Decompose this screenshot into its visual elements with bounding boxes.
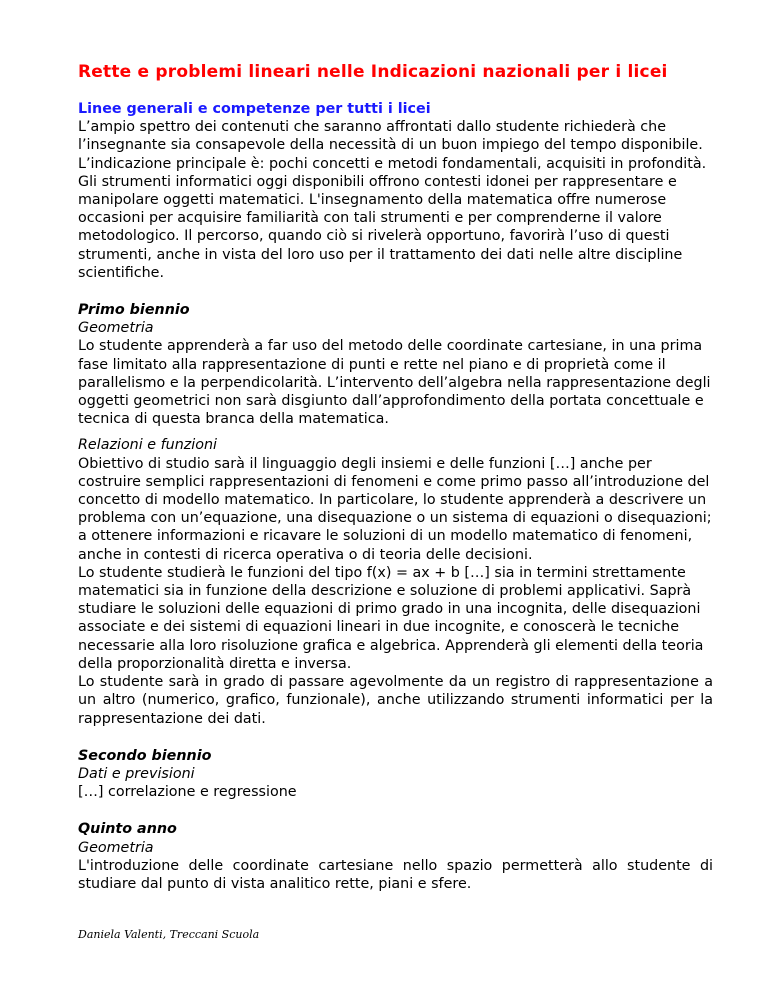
dati-previsioni-label: Dati e previsioni — [78, 765, 195, 782]
dati-previsioni-text: […] correlazione e regressione — [78, 784, 297, 801]
relazioni-funzioni-text-3: Lo studente sarà in grado di passare agevolmente da un registro di rappresentazione a un altro (numerico, grafico, funzionale), anche utilizzando strumenti informatici per la rappresentazione dei dati. — [78, 674, 713, 727]
relazioni-funzioni-label: Relazioni e funzioni — [78, 437, 218, 454]
quinto-anno-geometria-text: L'introduzione delle coordinate cartesiane nello spazio permetterà allo studente di studiare dal punto di vista analitico rette, piani e sfere. — [78, 857, 713, 892]
primo-biennio-heading: Primo biennio — [78, 302, 190, 319]
intro-paragraph-2: Gli strumenti informatici oggi disponibili offrono contesti idonei per rappresentare e manipolare oggetti matematici. L'insegnamento della matematica offre numerose occasioni per acquisire familiarità con tali strumenti e per comprenderne il valore metodologico. Il percorso, quando ciò si rivelerà opportuno, favorirà l’uso di questi strumenti, anche in vista del loro uso per il trattamento dei dati nelle altre discipline scientifiche. — [78, 173, 683, 281]
relazioni-funzioni-text-2: Lo studente studierà le funzioni del tipo f(x) = ax + b […] sia in termini strettamente matematici sia in funzione della descrizione e soluzione di problemi applicativi. Saprà studiare le soluzioni delle equazioni di primo grado in una incognita, delle disequazioni associate e dei sistemi di equazioni lineari in due incognite, e conoscerà le tecniche necessarie alla loro risoluzione grafica e algebrica. Apprenderà gli elementi della teoria della proporzionalità diretta e inversa. — [78, 564, 704, 672]
primo-biennio-geometria-label: Geometria — [78, 320, 154, 337]
document-title: Rette e problemi lineari nelle Indicazioni nazionali per i licei — [78, 62, 668, 82]
intro-paragraph-1: L’ampio spettro dei contenuti che saranno affrontati dallo studente richiederà che l’insegnante sia consapevole della necessità di un buon impiego del tempo disponibile. L’indicazione principale è: pochi concetti e metodi fondamentali, acquisiti in profondità. — [78, 119, 707, 172]
quinto-anno-geometria-label: Geometria — [78, 839, 154, 856]
page-footer: Daniela Valenti, Treccani Scuola — [78, 928, 260, 941]
secondo-biennio-heading: Secondo biennio — [78, 747, 212, 764]
relazioni-funzioni-text-1: Obiettivo di studio sarà il linguaggio degli insiemi e delle funzioni […] anche per costruire semplici rappresentazioni di fenomeni e come primo passo all’introduzione del concetto di modello matematico. In particolare, lo studente apprenderà a descrivere un problema con un’equazione, una disequazione o un sistema di equazioni o disequazioni; a ottenere informazioni e ricavare le soluzioni di un modello matematico di fenomeni, anche in contesti di ricerca operativa o di teoria delle decisioni. — [78, 455, 712, 563]
quinto-anno-heading: Quinto anno — [78, 821, 177, 838]
document-page — [78, 62, 713, 893]
primo-biennio-geometria-text: Lo studente apprenderà a far uso del metodo delle coordinate cartesiane, in una prima fase limitato alla rappresentazione di punti e rette nel piano e di proprietà come il parallelismo e la perpendicolarità. L’intervento dell’algebra nella rappresentazione degli oggetti geometrici non sarà disgiunto dall’approfondimento della portata concettuale e tecnica di questa branca della matematica. — [78, 338, 711, 428]
intro-heading: Linee generali e competenze per tutti i licei — [78, 101, 431, 117]
